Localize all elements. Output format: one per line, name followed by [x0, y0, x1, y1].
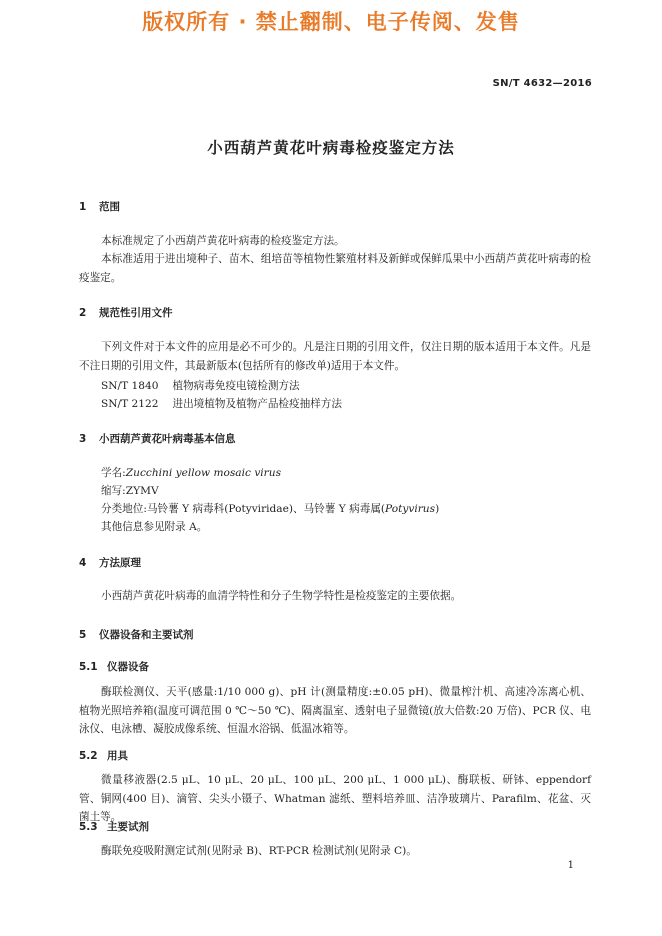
section-number: 5.1: [79, 661, 98, 673]
section-2-paragraph-1: 下列文件对于本文件的应用是必不可少的。凡是注日期的引用文件，仅注日期的版本适用于本文件。凡是不注日期的引用文件，其最新版本(包括所有的修改单)适用于本文件。: [79, 341, 591, 372]
section-title: 仪器设备和主要试剂: [99, 629, 194, 641]
reference-2: [101, 396, 342, 411]
scientific-name-label: 学名:: [101, 467, 126, 479]
section-5-2-heading: [79, 748, 128, 763]
document-title: 小西葫芦黄花叶病毒检疫鉴定方法: [207, 139, 455, 157]
section-1-paragraph-1: 本标准规定了小西葫芦黄花叶病毒的检疫鉴定方法。: [101, 235, 345, 247]
section-4-heading: [79, 555, 141, 570]
section-number: 5.3: [79, 821, 98, 833]
reference-code: SN/T 1840: [101, 380, 159, 392]
section-number: 5: [79, 629, 87, 641]
reference-title: 进出境植物及植物产品检疫抽样方法: [172, 398, 342, 410]
section-title: 范围: [99, 201, 120, 213]
abbreviation-label: 缩写:: [101, 485, 126, 497]
section-5-3-heading: [79, 819, 149, 834]
section-5-heading: [79, 627, 194, 642]
other-info-line: 其他信息参见附录 A。: [101, 521, 208, 533]
abbreviation-line: [101, 483, 159, 498]
section-5-1-paragraph: 酶联检测仪、天平(感量:1/10 000 g)、pH 计(测量精度:±0.05 pH)、微量榨汁机、高速冷冻离心机、植物光照培养箱(温度可调范围 0 ℃～50 ℃)、隔离温室、透射电子显微镜(放大倍数:20 万倍)、PCR 仪、电泳仪、电泳槽、凝胶成像系统、恒温水浴锅、低温冰箱等。: [79, 686, 591, 735]
section-5-3-paragraph: 酶联免疫吸附测定试剂(见附录 B)、RT-PCR 检测试剂(见附录 C)。: [101, 845, 417, 857]
section-1-heading: [79, 199, 120, 214]
taxonomy-text: 分类地位:马铃薯 Y 病毒科(: [101, 503, 229, 515]
abbreviation: ZYMV: [125, 485, 159, 497]
family-name: Potyviridae: [228, 503, 289, 515]
section-5-2-paragraph: 微量移液器(2.5 μL、10 μL、20 μL、100 μL、200 μL、1 000 μL)、酶联板、研钵、eppendorf 管、铜网(400 目)、滴管、尖头小镊子、Whatman 滤纸、塑料培养皿、洁净玻璃片、Parafilm、花盆、灭菌土等。: [79, 774, 591, 823]
standard-number: SN/T 4632—2016: [492, 78, 592, 89]
section-number: 2: [79, 307, 87, 319]
section-number: 1: [79, 201, 87, 213]
section-4-paragraph-1: 小西葫芦黄花叶病毒的血清学特性和分子生物学特性是检疫鉴定的主要依据。: [101, 590, 462, 602]
section-3-heading: [79, 431, 236, 446]
scientific-name: Zucchini yellow mosaic virus: [125, 467, 282, 479]
section-title: 小西葫芦黄花叶病毒基本信息: [99, 433, 236, 445]
section-title: 规范性引用文件: [99, 307, 173, 319]
section-title: 主要试剂: [107, 821, 149, 833]
section-number: 5.2: [79, 750, 98, 762]
section-title: 仪器设备: [107, 661, 149, 673]
taxonomy-text: )、马铃薯 Y 病毒属(: [288, 503, 386, 515]
genus-name: Potyvirus: [385, 503, 436, 515]
reference-1: [101, 378, 300, 393]
scientific-name-line: [101, 465, 281, 480]
section-2-heading: [79, 305, 173, 320]
taxonomy-line: [101, 501, 439, 516]
reference-code: SN/T 2122: [101, 398, 159, 410]
section-5-1-heading: [79, 659, 149, 674]
section-1-paragraph-2: 本标准适用于进出境种子、苗木、组培苗等植物性繁殖材料及新鲜或保鲜瓜果中小西葫芦黄花叶病毒的检疫鉴定。: [79, 253, 591, 284]
section-number: 3: [79, 433, 87, 445]
reference-title: 植物病毒免疫电镜检测方法: [172, 380, 300, 392]
page-number: 1: [567, 860, 574, 871]
watermark-banner: 版权所有 · 禁止翻制、电子传阅、发售: [142, 10, 520, 34]
section-title: 用具: [107, 750, 128, 762]
section-number: 4: [79, 557, 87, 569]
section-title: 方法原理: [99, 557, 141, 569]
taxonomy-text: ): [435, 503, 440, 515]
